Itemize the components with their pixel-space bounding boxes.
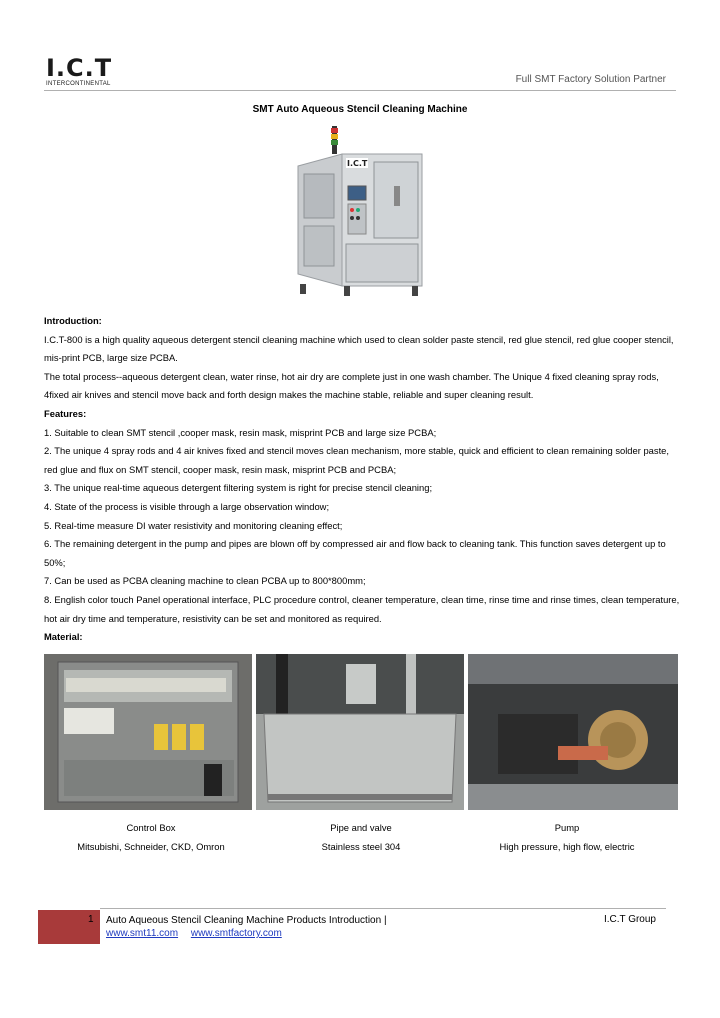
material-name: Control Box — [126, 822, 176, 833]
header-divider — [44, 90, 676, 91]
machine-logo-label: I.C.T — [347, 159, 368, 168]
logo-text: I.C.T — [46, 54, 113, 82]
feature-item: 3. The unique real-time aqueous detergent filtering system is right for precise stencil cleaning; — [44, 482, 433, 494]
pump-photo — [468, 654, 678, 810]
control-box-photo — [44, 654, 252, 810]
logo-subtext: INTERCONTINENTAL — [46, 81, 111, 87]
page-number: 1 — [88, 914, 94, 925]
feature-item: 5. Real-time measure DI water resistivity and monitoring cleaning effect; — [44, 519, 343, 531]
feature-item: 7. Can be used as PCBA cleaning machine to clean PCBA up to 800*800mm; — [44, 575, 366, 587]
material-detail: Mitsubishi, Schneider, CKD, Omron — [77, 841, 225, 852]
content-body — [44, 312, 680, 647]
footer-link-smt11[interactable]: www.smt11.com — [106, 928, 179, 939]
footer-divider — [100, 908, 666, 909]
feature-item: 4. State of the process is visible through a large observation window; — [44, 500, 330, 512]
footer-link-smtfactory[interactable]: www.smtfactory.com — [190, 928, 282, 939]
header-tagline: Full SMT Factory Solution Partner — [515, 74, 666, 85]
introduction-paragraph: I.C.T-800 is a high quality aqueous detergent stencil cleaning machine which used to clean solder paste stencil, red glue stencil, red glue cooper stencil, mis-print PCB, large size PCBA. — [44, 333, 674, 364]
footer-description: Auto Aqueous Stencil Cleaning Machine Products Introduction | — [106, 915, 387, 926]
company-logo — [46, 56, 118, 90]
feature-item: 6. The remaining detergent in the pump and pipes are blown off by compressed air and flow back to cleaning tank. This function saves detergent up to 50%; — [44, 538, 666, 568]
feature-item: 8. English color touch Panel operational interface, PLC procedure control, cleaner temperature, clean time, rinse time and rinse times, clean temperature, hot air dry time and temperature, resistivity can be set and monitored as required. — [44, 593, 680, 624]
feature-item: 2. The unique 4 spray rods and 4 air knives fixed and stencil moves clean mechanism, more stable, quick and efficient to clean remaining solder paste, red glue and flux on SMT stencil, cooper mask, resin mask, misprint PCB and PCBA; — [44, 445, 669, 475]
footer-company: I.C.T Group — [603, 914, 656, 925]
footer-text-block — [106, 914, 387, 940]
material-detail: High pressure, high flow, electric — [499, 841, 635, 852]
feature-item: 1. Suitable to clean SMT stencil ,cooper mask, resin mask, misprint PCB and large size PCBA; — [44, 426, 437, 438]
material-name: Pump — [554, 822, 580, 833]
machine-image — [296, 126, 424, 300]
material-heading: Material: — [44, 631, 83, 643]
document-title: SMT Auto Aqueous Stencil Cleaning Machine — [252, 104, 468, 115]
introduction-paragraph: The total process--aqueous detergent clean, water rinse, hot air dry are complete just in one wash chamber. The Unique 4 fixed cleaning spray rods, 4fixed air knives and stencil move back and forth design makes the machine stable, reliable and super cleaning result. — [44, 370, 659, 401]
introduction-heading: Introduction: — [44, 315, 102, 326]
features-heading: Features: — [44, 407, 87, 419]
material-detail: Stainless steel 304 — [321, 841, 401, 852]
pipe-and-valve-photo — [256, 654, 464, 810]
material-name: Pipe and valve — [330, 822, 392, 833]
